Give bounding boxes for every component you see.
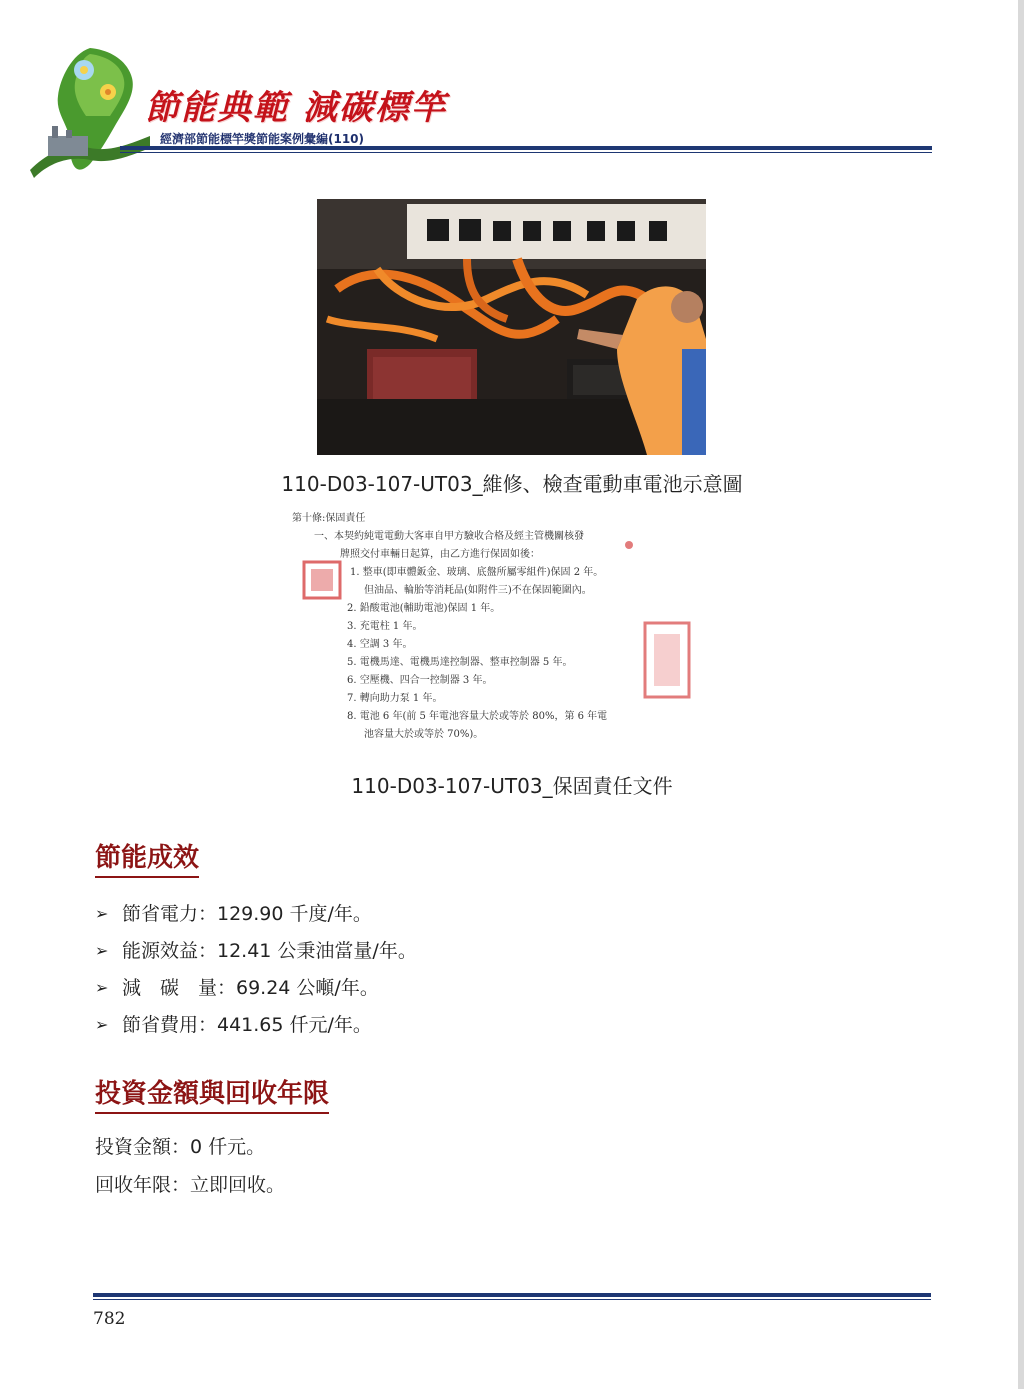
doc-line: 一、本契約純電電動大客車自甲方驗收合格及經主管機關核發: [314, 531, 584, 542]
doc-line: 牌照交付車輛日起算，由乙方進行保固如後：: [340, 549, 540, 560]
header-rule: [120, 146, 932, 150]
doc-line: 2. 鉛酸電池(輔助電池)保固 1 年。: [347, 603, 501, 614]
energy-item-text: 減 碳 量：69.24 公噸/年。: [122, 976, 379, 999]
page-number: 782: [93, 1309, 126, 1329]
footer-rule-thin: [93, 1299, 931, 1300]
payback-period: 回收年限：立即回收。: [95, 1174, 286, 1196]
doc-line: 8. 電池 6 年(前 5 年電池容量大於或等於 80%，第 6 年電: [347, 711, 608, 722]
doc-line: 但油品、輪胎等消耗品(如附件三)不在保固範圍內。: [364, 585, 592, 596]
header-rule-thin: [120, 152, 932, 153]
doc-line: 第十條:保固責任: [292, 513, 366, 524]
investment-amount: 投資金額：0 仟元。: [95, 1136, 266, 1158]
battery-maintenance-photo: [317, 199, 706, 455]
arrow-bullet-icon: ➢: [95, 1014, 109, 1034]
energy-results-list: [95, 895, 417, 1043]
document-caption: 110-D03-107-UT03_保固責任文件: [351, 774, 673, 798]
section-title-energy: 節能成效: [95, 837, 199, 878]
doc-line: 6. 空壓機、四合一控制器 3 年。: [347, 675, 493, 686]
doc-line: 5. 電機馬達、電機馬達控制器、整車控制器 5 年。: [347, 657, 573, 668]
company-seal-icon: [302, 560, 342, 600]
photo-caption: 110-D03-107-UT03_維修、檢查電動車電池示意圖: [281, 472, 743, 496]
company-stamp-icon: [642, 620, 692, 700]
energy-item-text: 節省費用：441.65 仟元/年。: [122, 1013, 372, 1036]
footer-rule: [93, 1293, 931, 1297]
arrow-bullet-icon: ➢: [95, 903, 109, 923]
section-title-investment: 投資金額與回收年限: [95, 1073, 329, 1114]
header-subtitle: 經濟部節能標竿獎節能案例彙編(110): [160, 132, 365, 146]
doc-line: 7. 轉向助力泵 1 年。: [347, 693, 443, 704]
energy-item-text: 節省電力：129.90 千度/年。: [122, 902, 372, 925]
taiwan-logo-icon: [20, 40, 160, 180]
doc-line: 3. 充電柱 1 年。: [347, 621, 423, 632]
energy-item-text: 能源效益：12.41 公秉油當量/年。: [122, 939, 417, 962]
list-item: [95, 895, 417, 932]
mark-stamp-icon: [622, 538, 636, 552]
doc-line: 4. 空調 3 年。: [347, 639, 413, 650]
warranty-document-scan: [292, 510, 692, 755]
page-edge-shadow: [1018, 0, 1024, 1389]
arrow-bullet-icon: ➢: [95, 940, 109, 960]
doc-line: 1. 整車(即車體鈑金、玻璃、底盤所屬零組件)保固 2 年。: [350, 567, 604, 578]
header-title: 節能典範 減碳標竿: [145, 88, 447, 128]
doc-line: 池容量大於或等於 70%)。: [364, 729, 484, 740]
list-item: [95, 969, 417, 1006]
arrow-bullet-icon: ➢: [95, 977, 109, 997]
list-item: [95, 932, 417, 969]
list-item: [95, 1006, 417, 1043]
